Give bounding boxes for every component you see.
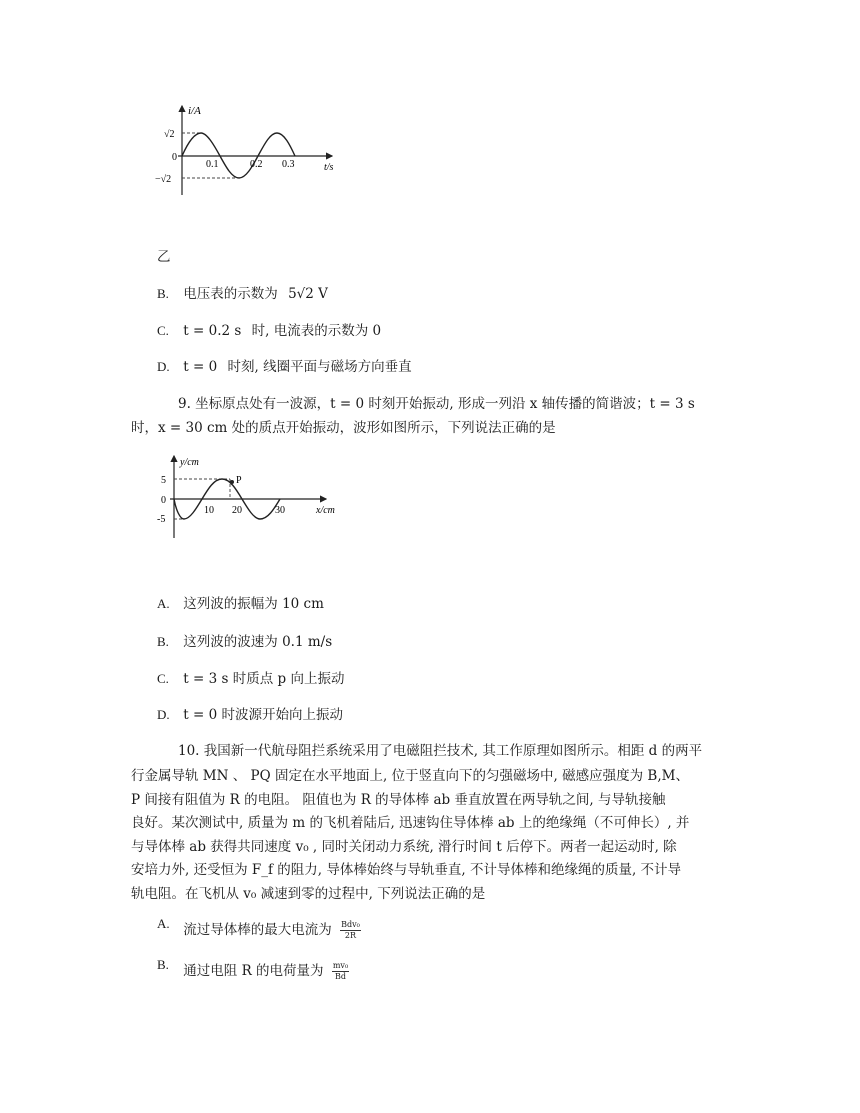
- option-math: t = 0: [183, 359, 218, 375]
- option-text: 这列波的振幅为 10 cm: [183, 596, 324, 612]
- q8-option-d: [157, 357, 412, 377]
- y-pos-label: √2: [164, 129, 175, 140]
- option-math: t = 0.2 s: [183, 323, 242, 339]
- point-p: [230, 480, 234, 484]
- y-neg-label: −√2: [155, 174, 172, 185]
- x-tick-0: 0.1: [206, 159, 219, 170]
- option-letter: B.: [157, 286, 169, 301]
- fraction: [340, 920, 361, 941]
- q9-option-b: [157, 632, 332, 652]
- option-text: t = 0 时波源开始向上振动: [183, 707, 343, 723]
- q9-option-a: [157, 594, 324, 614]
- q10-line-4: 良好。某次测试中, 质量为 m 的飞机着陆后, 迅速钩住导体棒 ab 上的绝缘绳（不可伸长）, 并: [131, 815, 690, 831]
- q10-option-b: [157, 958, 349, 984]
- option-text: 电压表的示数为: [183, 286, 278, 302]
- y-neg-label: -5: [157, 514, 166, 525]
- option-letter: C.: [157, 671, 169, 686]
- q10-line-6: 安培力外, 还受恒为 F_f 的阻力, 导体棒始终与导轨垂直, 不计导体棒和绝缘绳的质量, 不计导: [131, 862, 682, 878]
- option-text: 这列波的波速为 0.1 m/s: [183, 634, 333, 650]
- q8-option-c: [157, 321, 381, 341]
- q10-option-a: [157, 917, 361, 943]
- x-tick-1: 20: [232, 505, 242, 516]
- q10-line-3: P 间接有阻值为 R 的电阻。 阻值也为 R 的导体棒 ab 垂直放置在两导轨之间, 与导轨接触: [131, 792, 666, 808]
- q8-option-b: [157, 284, 328, 304]
- x-tick-2: 30: [275, 505, 285, 516]
- current-time-graph: [150, 100, 350, 200]
- figure-label: 乙: [157, 249, 171, 265]
- option-letter: A.: [157, 596, 170, 611]
- option-text: t = 3 s 时质点 p 向上振动: [183, 671, 345, 687]
- option-letter: C.: [157, 323, 169, 338]
- option-text: 时, 电流表的示数为 0: [251, 323, 382, 339]
- x-tick-1: 0.2: [250, 159, 263, 170]
- y-axis-label: y/cm: [180, 457, 199, 468]
- option-letter: D.: [157, 707, 170, 722]
- y-zero-label: 0: [172, 152, 177, 163]
- x-axis-label: x/cm: [316, 505, 335, 516]
- option-letter: B.: [157, 957, 169, 972]
- fraction-numerator: Bdv₀: [341, 920, 360, 929]
- y-zero-label: 0: [161, 495, 166, 506]
- option-text: 流过导体棒的最大电流为: [183, 922, 332, 938]
- q9-stem-line-2: 时，x = 30 cm 处的质点开始振动，波形如图所示，下列说法正确的是: [131, 420, 556, 436]
- option-letter: B.: [157, 634, 169, 649]
- x-axis-label: t/s: [324, 162, 334, 173]
- y-pos-label: 5: [161, 475, 166, 486]
- option-letter: D.: [157, 359, 170, 374]
- q10-line-2: 行金属导轨 MN 、 PQ 固定在水平地面上, 位于竖直向下的匀强磁场中, 磁感应强度为 B,M、: [131, 768, 689, 784]
- y-axis-label: i/A: [188, 105, 201, 117]
- q9-option-d: [157, 705, 343, 725]
- option-text: 时刻, 线圈平面与磁场方向垂直: [227, 359, 412, 375]
- q10-line-1: 10. 我国新一代航母阻拦系统采用了电磁阻拦技术, 其工作原理如图所示。相距 d 的两平: [178, 743, 703, 759]
- x-tick-2: 0.3: [282, 159, 295, 170]
- fraction-denominator: Bd: [335, 972, 346, 981]
- wave-graph: [152, 452, 352, 542]
- option-math: 5√2 V: [288, 286, 328, 302]
- q10-line-7: 轨电阻。在飞机从 v₀ 减速到零的过程中, 下列说法正确的是: [131, 886, 486, 902]
- fraction-denominator: 2R: [344, 931, 357, 940]
- option-text: 通过电阻 R 的电荷量为: [183, 963, 324, 979]
- q10-line-5: 与导体棒 ab 获得共同速度 v₀ , 同时关闭动力系统, 滑行时间 t 后停下。两者一起运动时, 除: [131, 839, 677, 855]
- option-letter: A.: [157, 916, 170, 931]
- point-p-label: P: [236, 475, 242, 486]
- x-tick-0: 10: [204, 505, 214, 516]
- q9-stem-line-1: 9. 坐标原点处有一波源，t = 0 时刻开始振动, 形成一列沿 x 轴传播的简谐波；t = 3 s: [178, 396, 695, 412]
- q9-option-c: [157, 669, 344, 689]
- fraction-numerator: mv₀: [332, 961, 349, 970]
- fraction: [332, 961, 349, 982]
